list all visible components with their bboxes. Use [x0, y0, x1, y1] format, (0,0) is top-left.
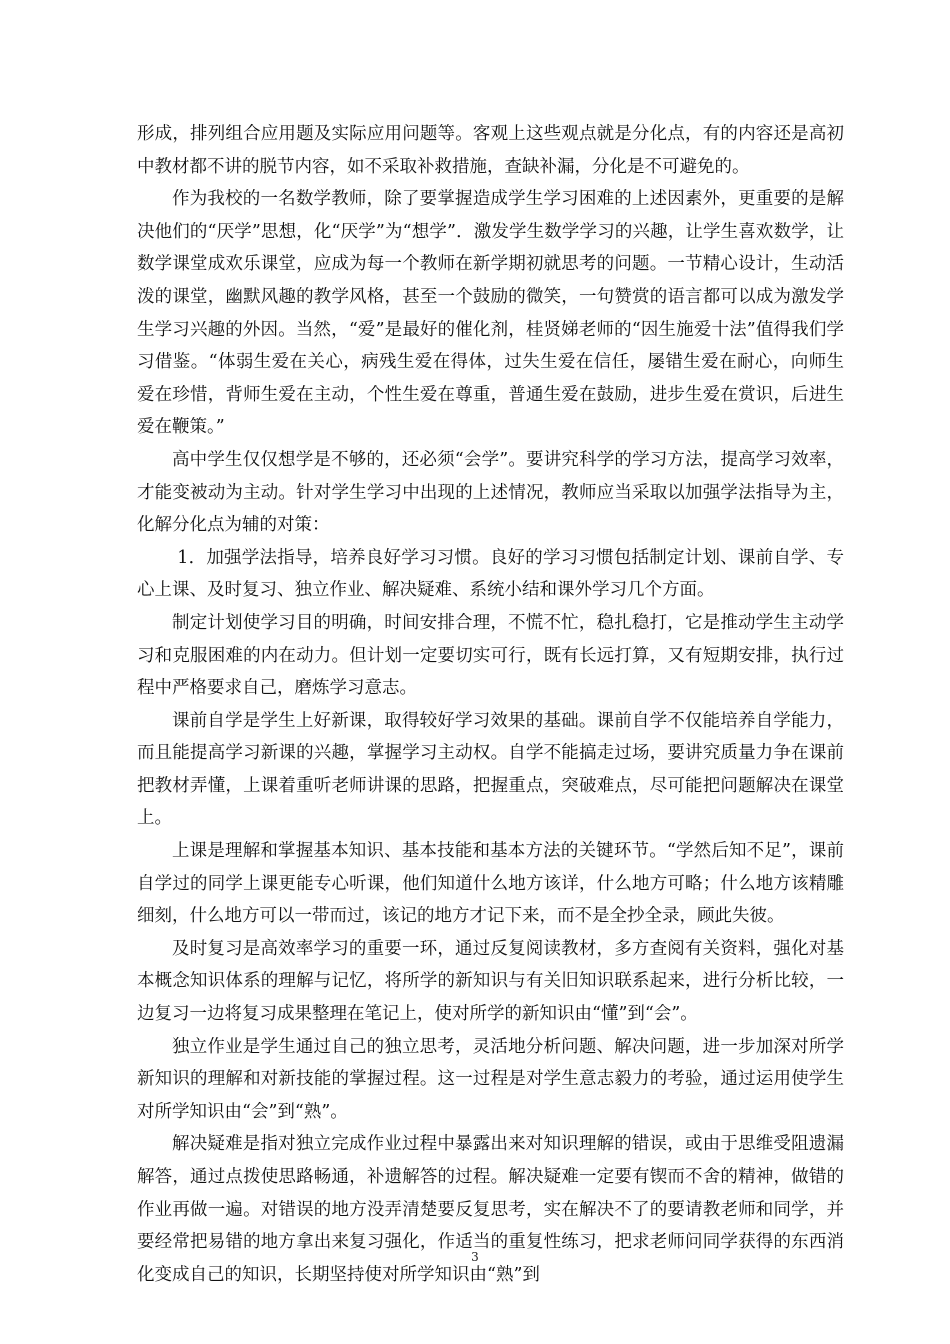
paragraph-9: 独立作业是学生通过自己的独立思考，灵活地分析问题、解决问题，进一步加深对所学新知识的理解和对新技能的掌握过程。这一过程是对学生意志毅力的考验，通过运用使学生对所学知识由“会”到“熟”。: [137, 1036, 844, 1122]
paragraph-10: 解决疑难是指对独立完成作业过程中暴露出来对知识理解的错误，或由于思维受阻遗漏解答，通过点拨使思路畅通，补遗解答的过程。解决疑难一定要有锲而不舍的精神，做错的作业再做一遍。对错误的地方没弄清楚要反复思考，实在解决不了的要请教老师和同学，并要经常把易错的地方拿出来复习强化，作适当的重复性练习，把求老师问同学获得的东西消化变成自己的知识，长期坚持使对所学知识由“熟”到: [137, 1134, 844, 1285]
paragraph-5: 制定计划使学习目的明确，时间安排合理，不慌不忙，稳扎稳打，它是推动学生主动学习和克服困难的内在动力。但计划一定要切实可行，既有长远打算，又有短期安排，执行过程中严格要求自己，磨炼学习意志。: [137, 612, 844, 699]
paragraph-6: 课前自学是学生上好新课，取得较好学习效果的基础。课前自学不仅能培养自学能力，而且能提高学习新课的兴趣，掌握学习主动权。自学不能搞走过场，要讲究质量力争在课前把教材弄懂，上课着重听老师讲课的思路，把握重点，突破难点，尽可能把问题解决在课堂上。: [137, 710, 844, 829]
paragraph-2: 作为我校的一名数学教师，除了要掌握造成学生学习困难的上述因素外，更重要的是解决他们的“厌学”思想，化“厌学”为“想学”．激发学生数学学习的兴趣，让学生喜欢数学，让数学课堂成欢乐课堂，应成为每一个教师在新学期初就思考的问题。一节精心设计，生动活泼的课堂，幽默风趣的教学风格，甚至一个鼓励的微笑，一句赞赏的语言都可以成为激发学生学习兴趣的外因。当然，“爱”是最好的催化剂，桂贤娣老师的“因生施爱十法”值得我们学习借鉴。“体弱生爱在关心，病残生爱在得体，过失生爱在信任，屡错生爱在耐心，向师生爱在珍惜，背师生爱在主动，个性生爱在尊重，普通生爱在鼓励，进步生爱在赏识，后进生爱在鞭策。”: [137, 189, 844, 438]
document-body: [137, 118, 844, 1291]
paragraph-8: 及时复习是高效率学习的重要一环，通过反复阅读教材，多方查阅有关资料，强化对基本概念知识体系的理解与记忆，将所学的新知识与有关旧知识联系起来，进行分析比较，一边复习一边将复习成果整理在笔记上，使对所学的新知识由“懂”到“会”。: [137, 938, 844, 1025]
paragraph-1: 形成，排列组合应用题及实际应用问题等。客观上这些观点就是分化点，有的内容还是高初中教材都不讲的脱节内容，如不采取补救措施，查缺补漏，分化是不可避免的。: [137, 124, 844, 177]
paragraph-4-list-item: 1．加强学法指导，培养良好学习习惯。良好的学习习惯包括制定计划、课前自学、专心上课、及时复习、独立作业、解决疑难、系统小结和课外学习几个方面。: [137, 547, 844, 601]
paragraph-3: 高中学生仅仅想学是不够的，还必须“会学”。要讲究科学的学习方法，提高学习效率，才能变被动为主动。针对学生学习中出现的上述情况，教师应当采取以加强学法指导为主，化解分化点为辅的对策：: [137, 449, 844, 536]
paragraph-7: 上课是理解和掌握基本知识、基本技能和基本方法的关键环节。“学然后知不足”，课前自学过的同学上课更能专心听课，他们知道什么地方该详，什么地方可略；什么地方该精雕细刻，什么地方可以一带而过，该记的地方才记下来，而不是全抄全录，顾此失彼。: [137, 841, 844, 927]
page-number: 3: [471, 1250, 479, 1264]
